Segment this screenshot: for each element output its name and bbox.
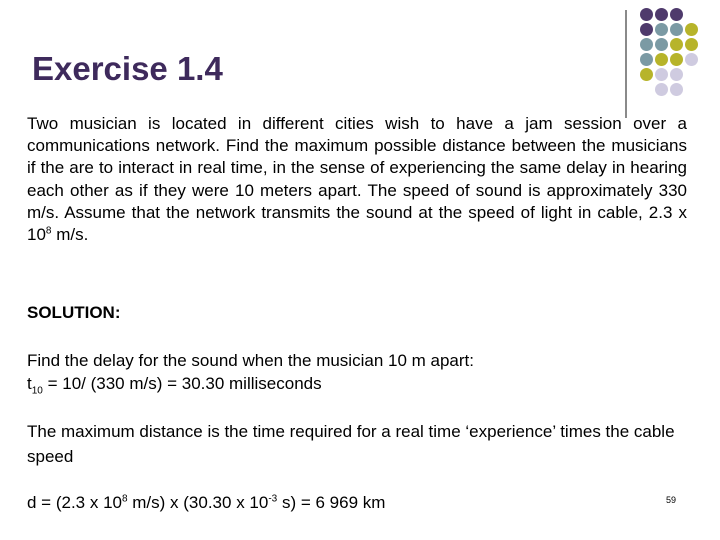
- equation-delay: [27, 374, 322, 397]
- decorative-dot: [655, 23, 668, 36]
- solution-step-1: Find the delay for the sound when the musician 10 m apart:: [27, 351, 474, 370]
- problem-exponent: 8: [45, 225, 52, 237]
- solution-heading: SOLUTION:: [27, 303, 121, 322]
- solution-step-2: The maximum distance is the time required for a real time ‘experience’ times the cable speed: [27, 422, 675, 466]
- decorative-dot: [640, 8, 653, 21]
- decorative-dot: [655, 38, 668, 51]
- decorative-dot: [670, 53, 683, 66]
- decorative-dot: [670, 23, 683, 36]
- decorative-dot-grid: [640, 8, 720, 100]
- decorative-dot: [670, 68, 683, 81]
- equation-distance: [27, 493, 385, 513]
- eq2-exponent-2: -3: [268, 493, 278, 505]
- decorative-dot: [670, 8, 683, 21]
- eq1-subscript: 10: [31, 385, 43, 397]
- problem-text-end: m/s.: [51, 225, 89, 245]
- eq2-exponent-1: 8: [121, 493, 128, 505]
- decorative-dot: [640, 23, 653, 36]
- decorative-dot: [685, 38, 698, 51]
- eq1-rest: = 10/ (330 m/s) = 30.30 milliseconds: [42, 374, 322, 393]
- eq2-part-b: m/s) x (30.30 x 10: [127, 493, 269, 512]
- decorative-dot: [640, 68, 653, 81]
- decorative-dot: [670, 83, 683, 96]
- problem-statement: [27, 113, 687, 246]
- decorative-dot: [655, 68, 668, 81]
- decorative-dot: [685, 23, 698, 36]
- problem-text: Two musician is located in different cities wish to have a jam session over a communications network. Find the maximum possible distance between the musicians if the are to interact in real time, in the sense of experiencing the same delay in hearing each other as if they were 10 meters apart. The speed of sound is approximately 330 m/s. Assume that the network transmits the sound at the speed of light in cable, 2.3 x 10: [27, 114, 687, 245]
- eq2-part-a: d = (2.3 x 10: [27, 493, 122, 512]
- decorative-dot: [640, 53, 653, 66]
- decorative-dot: [655, 83, 668, 96]
- decorative-dot: [640, 38, 653, 51]
- decorative-dot: [685, 53, 698, 66]
- decorative-dot: [670, 38, 683, 51]
- decorative-vertical-line: [625, 10, 627, 118]
- slide-title: Exercise 1.4: [32, 50, 223, 87]
- decorative-dot: [655, 8, 668, 21]
- eq2-part-c: s) = 6 969 km: [277, 493, 386, 512]
- decorative-dot: [655, 53, 668, 66]
- eq1-variable: t: [27, 374, 32, 393]
- page-number: 59: [666, 495, 677, 505]
